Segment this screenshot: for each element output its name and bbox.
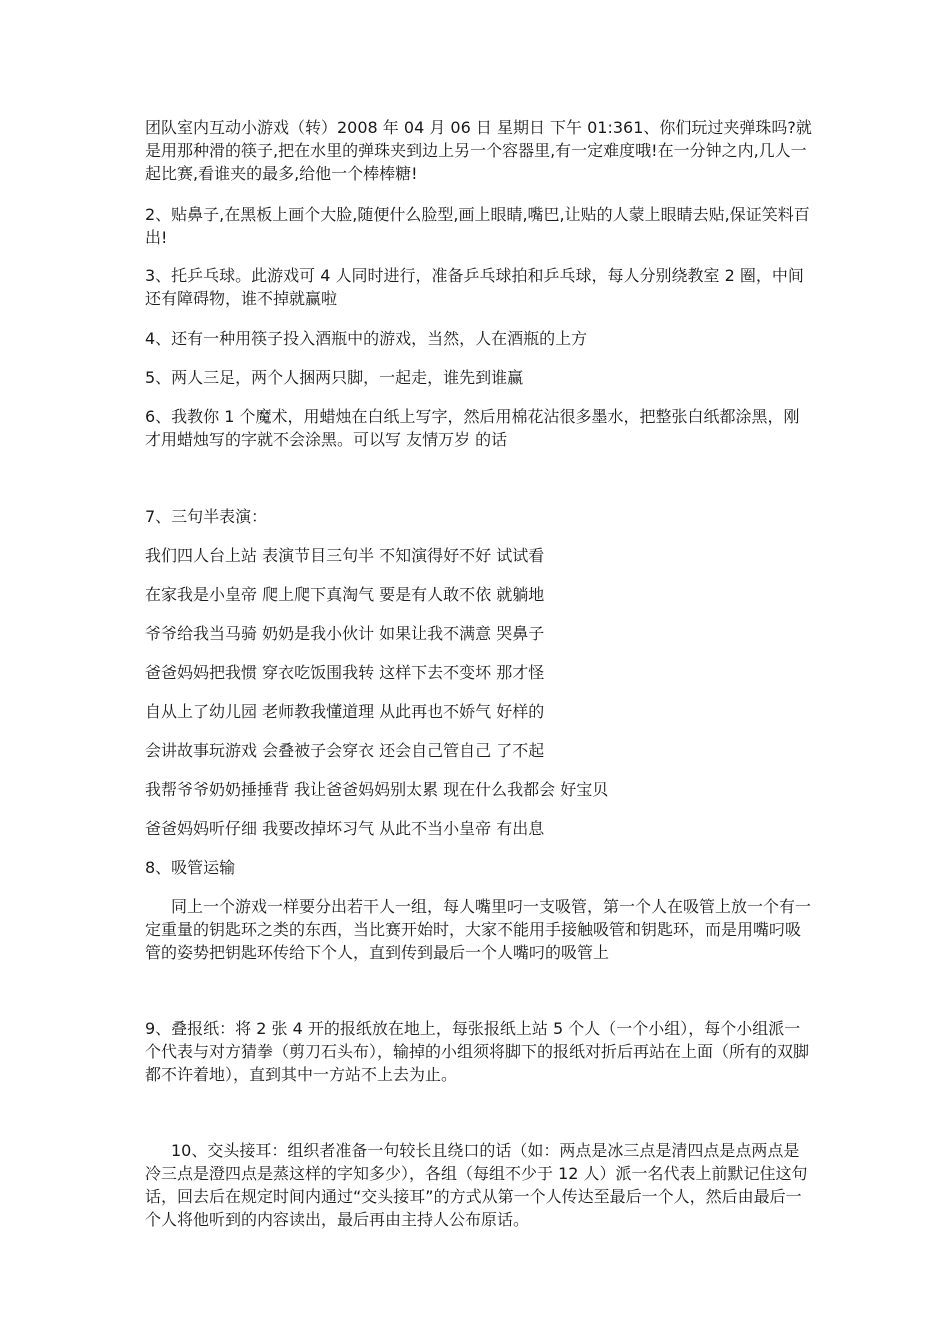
poem-line: 我帮爷爷奶奶捶捶背 我让爸爸妈妈别太累 现在什么我都会 好宝贝 bbox=[145, 780, 609, 799]
paragraph-game-3: 3、托乒乓球。此游戏可 4 人同时进行，准备乒乓球拍和乒乓球，每人分别绕教室 2 圈，中间还有障碍物，谁不掉就赢啦 bbox=[145, 266, 804, 308]
paragraph-game-10: 10、交头接耳：组织者准备一句较长且绕口的话（如：两点是冰三点是清四点是点两点是冷三点是澄四点是蒸这样的字知多少），各组（每组不少于 12 人）派一名代表上前默记住这句话，回去后在规定时间内通过“交头接耳”的方式从第一个人传达至最后一个人，然后由最后一个人将他听到的内容读出，最后再由主持人公布原话。 bbox=[145, 1141, 808, 1229]
poem-line: 自从上了幼儿园 老师教我懂道理 从此再也不娇气 好样的 bbox=[145, 702, 545, 721]
paragraph-game-5: 5、两人三足，两个人捆两只脚，一起走，谁先到谁赢 bbox=[145, 368, 524, 387]
poem-line: 爷爷给我当马骑 奶奶是我小伙计 如果让我不满意 哭鼻子 bbox=[145, 624, 545, 643]
poem-line: 爸爸妈妈听仔细 我要改掉坏习气 从此不当小皇帝 有出息 bbox=[145, 819, 545, 838]
poem-line: 我们四人台上站 表演节目三句半 不知演得好不好 试试看 bbox=[145, 546, 545, 565]
poem-line: 爸爸妈妈把我惯 穿衣吃饭围我转 这样下去不变坏 那才怪 bbox=[145, 663, 545, 682]
poem-line: 会讲故事玩游戏 会叠被子会穿衣 还会自己管自己 了不起 bbox=[145, 741, 545, 760]
paragraph-game-7-heading: 7、三句半表演： bbox=[145, 507, 268, 526]
paragraph-game-8-heading: 8、吸管运输 bbox=[145, 858, 236, 877]
paragraph-game-6: 6、我教你 1 个魔术，用蜡烛在白纸上写字，然后用棉花沾很多墨水，把整张白纸都涂黑，刚才用蜡烛写的字就不会涂黑。可以写 友情万岁 的话 bbox=[145, 407, 800, 449]
paragraph-game-2: 2、贴鼻子,在黑板上画个大脸,随便什么脸型,画上眼睛,嘴巴,让贴的人蒙上眼睛去贴,保证笑料百出! bbox=[145, 205, 810, 247]
poem-line: 在家我是小皇帝 爬上爬下真淘气 要是有人敢不依 就躺地 bbox=[145, 585, 545, 604]
paragraph-game-8-body: 同上一个游戏一样要分出若干人一组，每人嘴里叼一支吸管，第一个人在吸管上放一个有一定重量的钥匙环之类的东西，当比赛开始时，大家不能用手接触吸管和钥匙环，而是用嘴叼吸管的姿势把钥匙环传给下个人，直到传到最后一个人嘴叼的吸管上 bbox=[145, 897, 812, 962]
paragraph-intro-game-1: 团队室内互动小游戏（转）2008 年 04 月 06 日 星期日 下午 01:361、你们玩过夹弹珠吗?就是用那种滑的筷子,把在水里的弹珠夹到边上另一个容器里,有一定难度哦!在一分钟之内,几人一起比赛,看谁夹的最多,给他一个棒棒糖! bbox=[145, 118, 812, 183]
paragraph-game-9: 9、叠报纸：将 2 张 4 开的报纸放在地上，每张报纸上站 5 个人（一个小组），每个小组派一个代表与对方猜拳（剪刀石头布），输掉的小组须将脚下的报纸对折后再站在上面（所有的双脚都不许着地），直到其中一方站不上去为止。 bbox=[145, 1019, 810, 1084]
paragraph-game-4: 4、还有一种用筷子投入酒瓶中的游戏，当然，人在酒瓶的上方 bbox=[145, 329, 588, 348]
